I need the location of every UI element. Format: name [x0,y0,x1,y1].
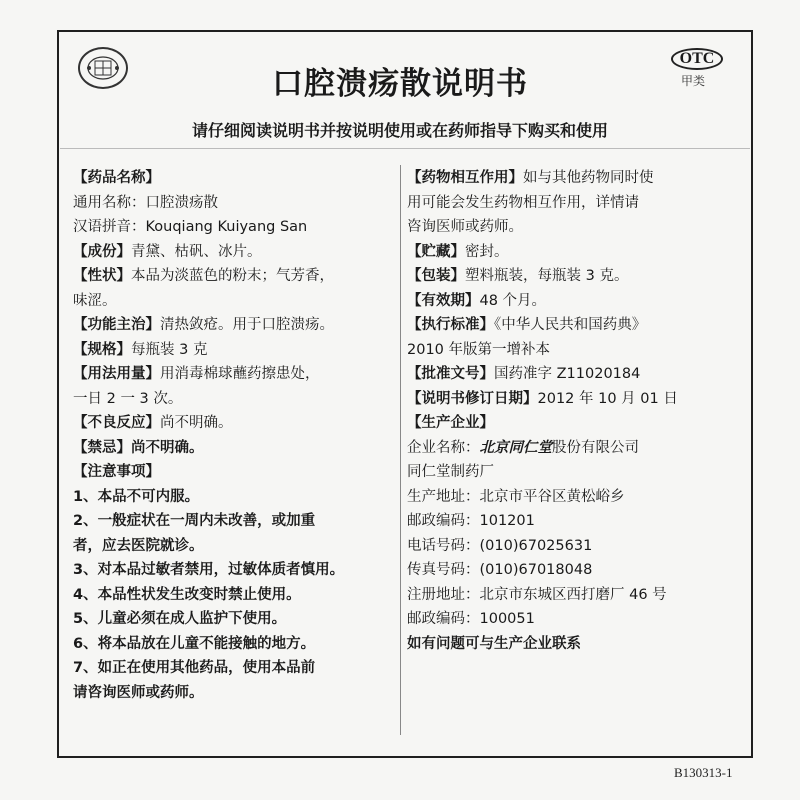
spec-row [73,338,393,363]
precaution-4: 4、本品性状发生改变时禁止使用。 [73,586,301,603]
document-title: 口腔溃疡散说明书 [272,66,528,102]
registered-address-text: 北京市东城区西打磨厂 46 号 [479,586,667,603]
generic-name: 通用名称：口腔溃疡散 [73,194,218,211]
fax-label: 传真号码： [407,562,480,578]
manufacturer-heading: 【生产企业】 [407,415,494,431]
contraindications-text: 尚不明确。 [131,439,204,456]
properties-text-cont: 味涩。 [73,292,117,309]
package-row [407,264,727,289]
address-row [407,485,727,510]
interaction-row [407,166,727,191]
zip-row-2 [407,607,727,632]
adverse-text: 尚不明确。 [160,415,233,431]
properties-row [73,264,393,289]
validity-row [407,289,727,314]
interaction-text-cont-2: 咨询医师或药师。 [407,219,523,235]
phone-text: (010)67025631 [479,537,593,554]
zip-label-2: 邮政编码： [407,611,480,627]
adverse-row [73,411,393,436]
precaution-1: 1、本品不可内服。 [73,488,200,505]
properties-text: 本品为淡蓝色的粉末；气芳香， [131,268,334,284]
ingredients-row [73,240,393,265]
precaution-6: 6、将本品放在儿童不能接触的地方。 [73,635,316,652]
package-heading: 【包装】 [407,268,465,284]
indications-row [73,313,393,338]
precaution-2: 2、一般症状在一周内未改善，或加重 [73,513,316,529]
package-text: 塑料瓶装，每瓶装 3 克。 [465,268,629,284]
zip-text-1: 101201 [479,513,535,529]
indications-text: 清热敛疮。用于口腔溃疡。 [160,317,334,333]
zip-text-2: 100051 [479,611,535,627]
registered-address-row [407,583,727,608]
company-name-rest: 股份有限公司 [552,439,639,456]
phone-label: 电话号码： [407,537,480,554]
interaction-text-cont: 用可能会发生药物相互作用，详情请 [407,194,639,211]
header-divider [60,148,750,149]
company-row [407,436,727,461]
contra-row [73,436,393,461]
company-stamp-name: 北京同仁堂 [479,438,552,456]
company-line-2: 同仁堂制药厂 [407,464,494,480]
revision-date: 2012 年 10 月 01 日 [537,390,678,407]
usage-text: 用消毒棉球蘸药擦患处， [160,366,320,382]
column-divider [400,165,401,735]
drug-name-heading: 【药品名称】 [73,170,160,186]
left-column [73,166,393,705]
spec-text: 每瓶装 3 克 [131,341,208,358]
precaution-5: 5、儿童必须在成人监护下使用。 [73,611,287,627]
otc-class-label: 甲类 [681,74,706,88]
ingredients-text: 青黛、枯矾、冰片。 [131,243,262,260]
standard-text-cont: 2010 年版第一增补本 [407,341,551,358]
precaution-7-cont: 请咨询医师或药师。 [73,684,204,701]
revision-row [407,387,727,412]
document-subtitle: 请仔细阅读说明书并按说明使用或在药师指导下购买和使用 [191,121,608,140]
contraindications-heading: 【禁忌】 [73,439,131,456]
spec-heading: 【规格】 [73,341,131,358]
pinyin-name: 汉语拼音：Kouqiang Kuiyang San [73,219,308,235]
zip-row-1 [407,509,727,534]
company-label: 企业名称： [407,439,480,456]
precautions-heading: 【注意事项】 [73,464,160,480]
approval-row [407,362,727,387]
standard-text: 《中华人民共和国药典》 [494,317,647,333]
contact-note: 如有问题可与生产企业联系 [407,635,581,652]
print-code: B130313-1 [674,765,733,780]
storage-text: 密封。 [465,243,509,260]
properties-heading: 【性状】 [73,268,131,284]
approval-heading: 【批准文号】 [407,366,494,382]
interaction-text: 如与其他药物同时使 [523,170,654,186]
address-label: 生产地址： [407,488,480,505]
storage-heading: 【贮藏】 [407,243,465,260]
address-text: 北京市平谷区黄松峪乡 [479,488,625,505]
standard-row [407,313,727,338]
usage-heading: 【用法用量】 [73,366,160,382]
interaction-heading: 【药物相互作用】 [407,170,523,186]
revision-heading: 【说明书修订日期】 [407,390,538,407]
zip-label-1: 邮政编码： [407,513,480,529]
validity-heading: 【有效期】 [407,292,480,309]
fax-text: (010)67018048 [479,562,593,578]
fax-row [407,558,727,583]
usage-text-cont: 一日 2 一 3 次。 [73,390,183,407]
precaution-7: 7、如正在使用其他药品，使用本品前 [73,660,316,676]
adverse-heading: 【不良反应】 [73,415,160,431]
validity-text: 48 个月。 [479,292,547,309]
right-column [407,166,727,656]
otc-badge: OTC [671,48,723,70]
registered-address-label: 注册地址： [407,586,480,603]
approval-number: 国药准字 Z11020184 [494,366,641,382]
indications-heading: 【功能主治】 [73,317,160,333]
phone-row [407,534,727,559]
standard-heading: 【执行标准】 [407,317,494,333]
storage-row [407,240,727,265]
ingredients-heading: 【成份】 [73,243,131,260]
usage-row [73,362,393,387]
precaution-2-cont: 者，应去医院就诊。 [73,537,204,554]
precaution-3: 3、对本品过敏者禁用，过敏体质者慎用。 [73,562,345,578]
